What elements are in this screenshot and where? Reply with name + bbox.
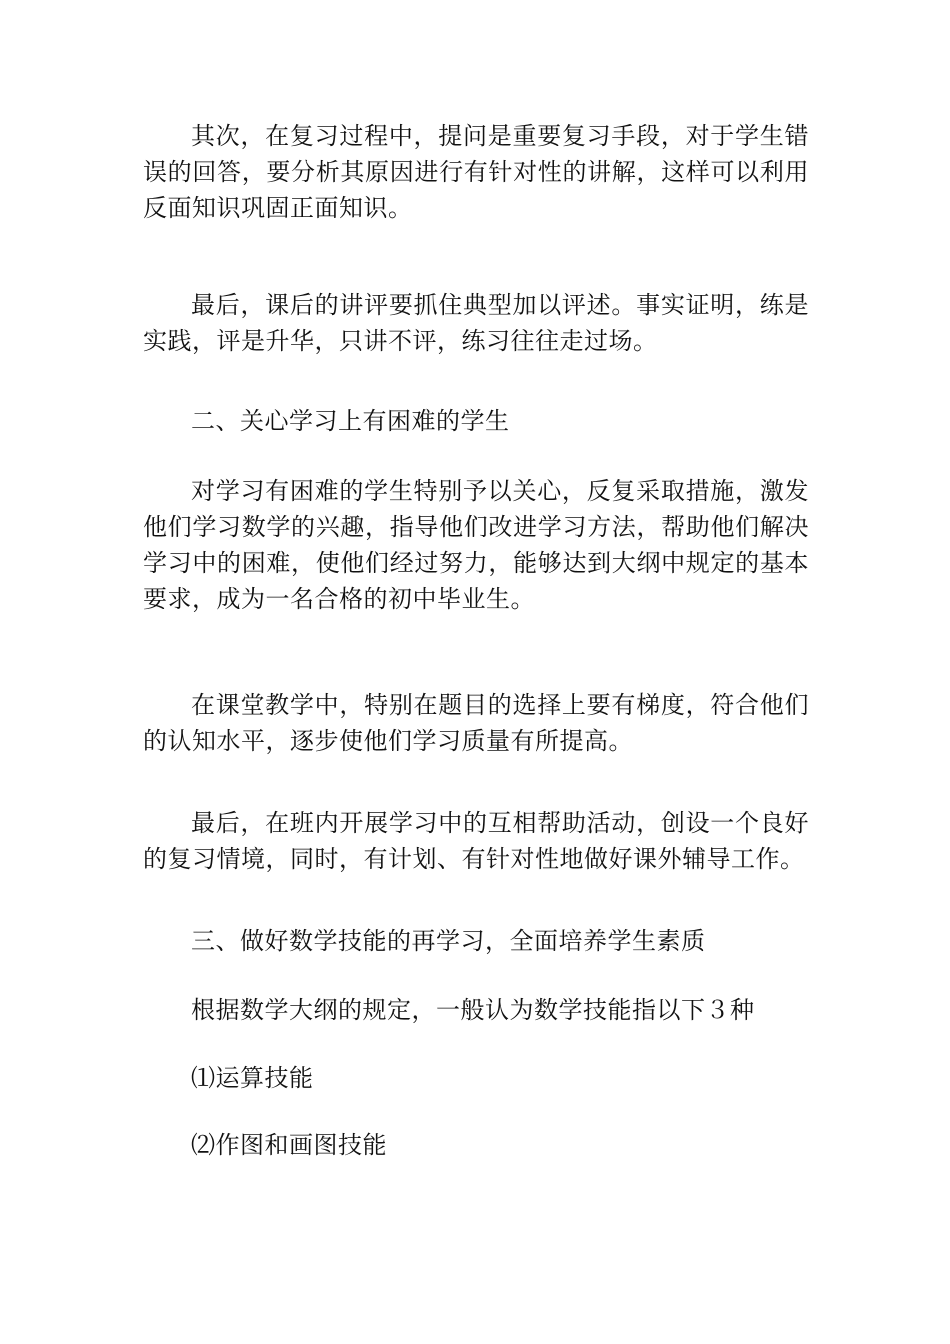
paragraph-mutual-help: 最后，在班内开展学习中的互相帮助活动，创设一个良好的复习情境，同时，有计划、有针对性地做好课外辅导工作。 [143, 809, 809, 873]
paragraph-classroom-teaching: 在课堂教学中，特别在题目的选择上要有梯度，符合他们的认知水平，逐步使他们学习质量有所提高。 [143, 691, 809, 755]
paragraph-after-class-review: 最后，课后的讲评要抓住典型加以评述。事实证明，练是实践，评是升华，只讲不评，练习往往走过场。 [143, 291, 809, 355]
paragraph-skills-intro: 根据数学大纲的规定，一般认为数学技能指以下３种 [191, 996, 755, 1024]
section-heading-3: 三、做好数学技能的再学习，全面培养学生素质 [191, 927, 706, 955]
section-heading-2: 二、关心学习上有困难的学生 [191, 407, 510, 435]
paragraph-struggling-students: 对学习有困难的学生特别予以关心，反复采取措施，激发他们学习数学的兴趣，指导他们改进学习方法，帮助他们解决学习中的困难，使他们经过努力，能够达到大纲中规定的基本要求，成为一名合格的初中毕业生。 [143, 477, 809, 613]
paragraph-review-questioning: 其次，在复习过程中，提问是重要复习手段，对于学生错误的回答，要分析其原因进行有针对性的讲解，这样可以利用反面知识巩固正面知识。 [143, 122, 809, 222]
list-item-computation-skill: ⑴运算技能 [191, 1064, 314, 1092]
list-item-drawing-skill: ⑵作图和画图技能 [191, 1131, 387, 1159]
